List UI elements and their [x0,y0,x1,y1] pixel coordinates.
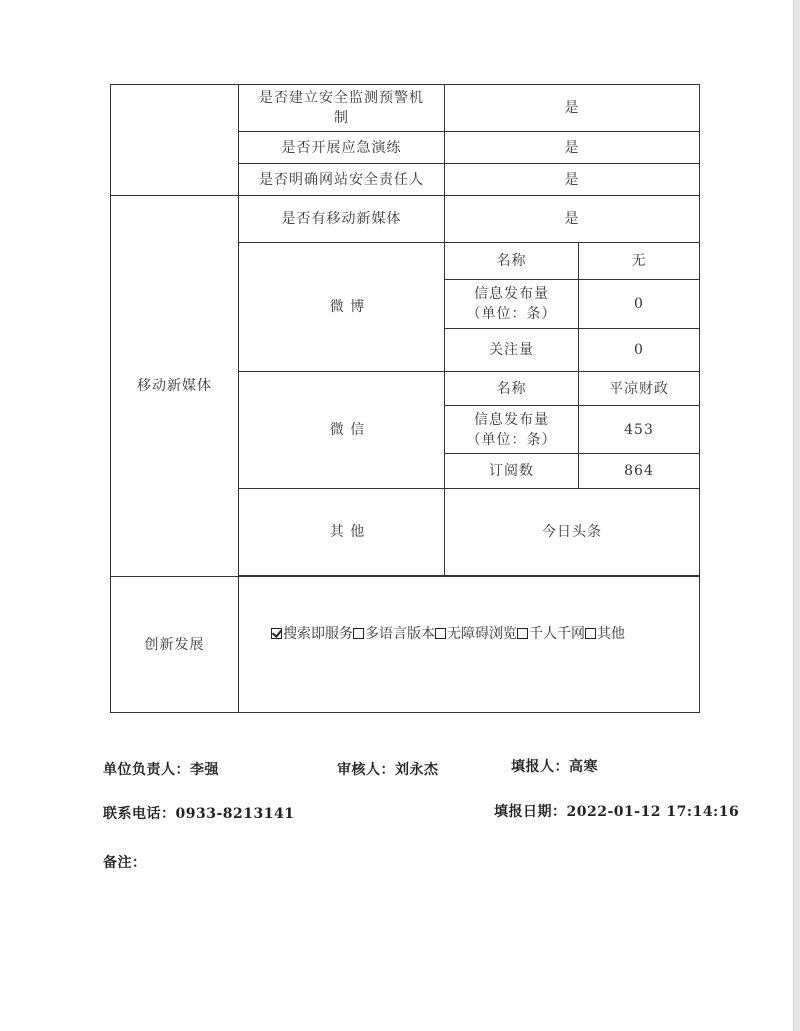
monitor-value: 是 [445,85,700,132]
security-section-cell [111,85,239,196]
weibo-posts-label-line2: （单位：条） [466,306,557,322]
has-mobile-label: 是否有移动新媒体 [239,196,445,243]
filler-label: 填报人： [511,759,569,775]
weibo-posts-label [445,280,579,329]
reviewer-value: 刘永杰 [395,762,439,778]
head-field [103,759,219,779]
date-label: 填报日期： [494,804,567,820]
innovation-section-label: 创新发展 [111,577,239,713]
innovation-option-label: 其他 [597,625,625,642]
mobile-section-label: 移动新媒体 [111,196,239,577]
responsible-value: 是 [445,164,700,196]
scrollbar-track[interactable] [793,0,800,1031]
innovation-checkbox[interactable] [435,628,446,639]
other-value: 今日头条 [445,489,700,576]
date-field [494,801,739,821]
monitor-label: 是否建立安全监测预警机制 [239,85,445,132]
weixin-posts-label-line2: （单位：条） [466,431,557,448]
drill-label: 是否开展应急演练 [239,132,445,164]
innovation-option-label: 千人千网 [529,625,585,642]
other-label: 其 他 [239,489,445,576]
head-label: 单位负责人： [103,762,190,778]
innovation-option-label: 无障碍浏览 [447,625,517,642]
weibo-name-value: 无 [579,243,700,280]
innovation-option-label: 多语言版本 [365,625,435,642]
head-value: 李强 [190,762,219,778]
weibo-name-label: 名称 [445,243,579,280]
innovation-checkbox[interactable] [271,628,282,639]
innovation-checkbox[interactable] [517,628,528,639]
responsible-label: 是否明确网站安全责任人 [239,164,445,196]
weixin-posts-label-line1: 信息发布量 [474,411,549,428]
innovation-option-label: 搜索即服务 [283,625,353,642]
weibo-follow-value: 0 [579,329,700,372]
weixin-name-label: 名称 [445,372,579,406]
filler-field [511,756,598,776]
report-table [110,84,700,713]
weixin-posts-label [445,406,579,454]
date-value: 2022-01-12 17:14:16 [566,804,740,820]
weibo-label: 微 博 [239,243,445,372]
reviewer-label: 审核人： [337,762,395,778]
weixin-posts-value: 453 [579,406,700,454]
weibo-posts-value: 0 [579,280,700,329]
innovation-options-list [271,626,625,642]
phone-label: 联系电话： [103,806,176,822]
reviewer-field [337,759,439,779]
has-mobile-value: 是 [445,196,700,243]
innovation-checkbox[interactable] [585,628,596,639]
weibo-posts-label-line1: 信息发布量 [474,286,549,302]
innovation-options [239,577,700,713]
phone-value: 0933-8213141 [175,806,295,822]
weixin-subs-value: 864 [579,454,700,489]
filler-value: 高寒 [569,759,598,775]
note-label: 备注： [103,855,147,871]
weixin-subs-label: 订阅数 [445,454,579,489]
drill-value: 是 [445,132,700,164]
weibo-follow-label: 关注量 [445,329,579,372]
weixin-label: 微 信 [239,372,445,489]
phone-field [103,803,294,823]
weixin-name-value: 平凉财政 [579,372,700,406]
innovation-checkbox[interactable] [353,628,364,639]
